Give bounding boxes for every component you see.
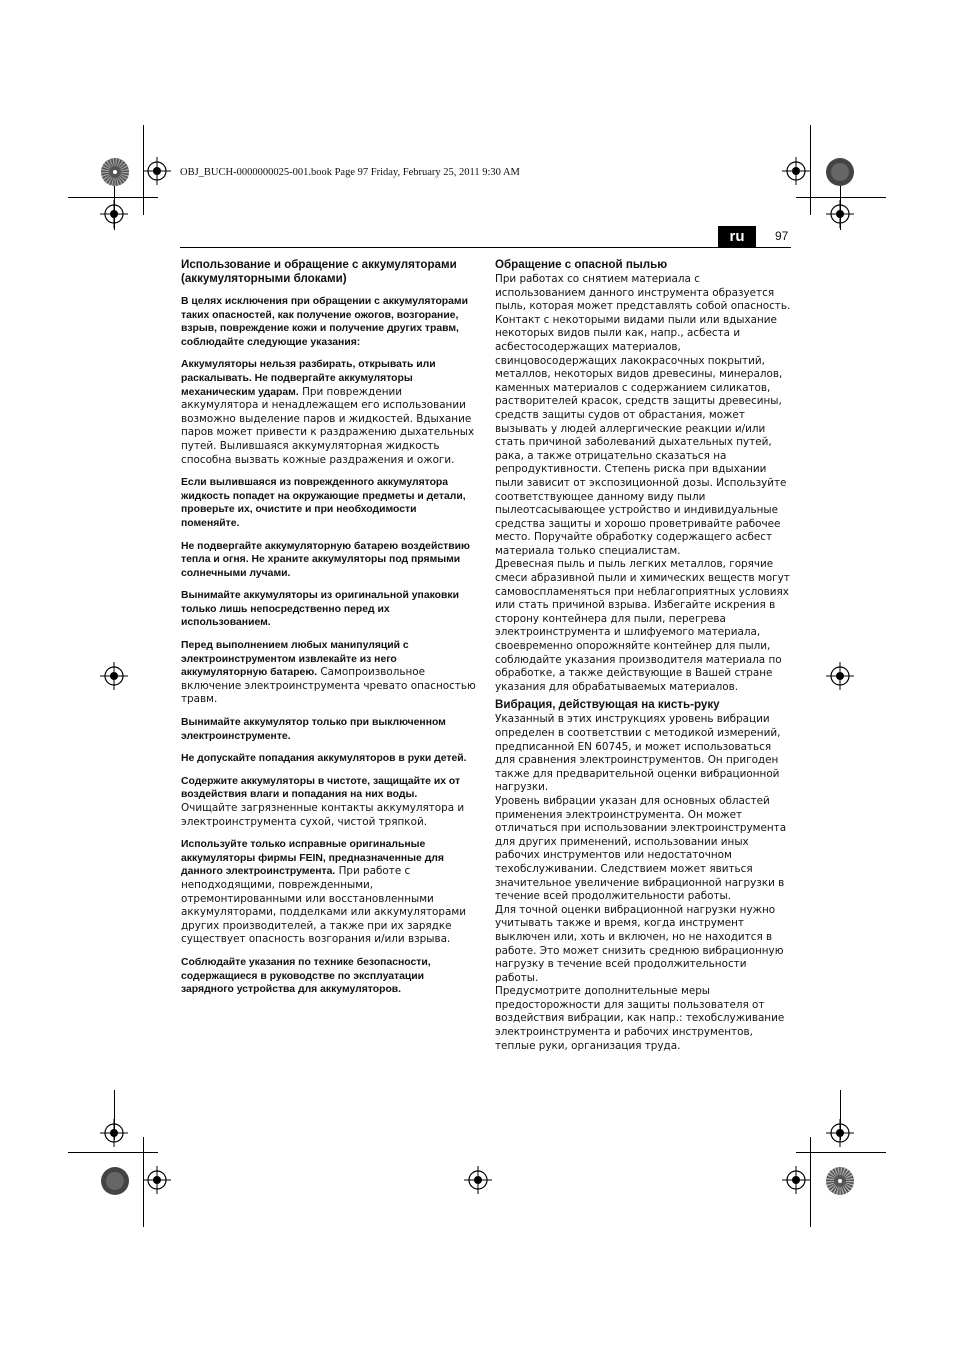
color-wheel-icon: [825, 157, 855, 187]
section-heading-dust: Обращение с опасной пылью: [495, 258, 668, 271]
registration-target-icon: [782, 1166, 810, 1194]
item-text: Очищайте загрязненные контакты аккумулятора и электроинструмента сухой, чистой тряпкой.: [181, 802, 465, 828]
starburst-wheel-icon: [100, 157, 130, 187]
registration-target-icon: [100, 200, 128, 228]
paragraph: Предусмотрите дополнительные меры предосторожности для защиты пользователя от воздействия вибрации, как напр.: техобслуживание электроинструмента и рабочих инструментов, теплые руки, организация труда.: [495, 985, 785, 1052]
header-rule: [180, 247, 791, 248]
registration-target-icon: [143, 157, 171, 185]
item-bold: Вынимайте аккумулятор только при выключенном электроинструменте.: [181, 717, 446, 742]
print-header: OBJ_BUCH-0000000025-001.book Page 97 Friday, February 25, 2011 9:30 AM: [180, 167, 520, 178]
paragraph: При работах со снятием материала с использованием данного инструмента образуется пыль, которая может представлять собой опасность.: [495, 273, 791, 313]
page-number: 97: [775, 229, 789, 243]
paragraph: Для точной оценки вибрационной нагрузки нужно учитывать также и время, когда инструмент выключен или, хоть и включен, но не находится в работе. Это может снизить среднюю вибрационную нагрузку в течение всей продолжительности работы.: [495, 903, 784, 984]
language-badge: ru: [718, 226, 756, 247]
registration-target-icon: [782, 157, 810, 185]
paragraph: Контакт с некоторыми видами пыли или вдыхание некоторых видов пыли как, напр., асбеста и асбестосодержащих материалов, свинцовосодержащих лакокрасочных покрытий, металлов, некоторых видов древесины, минералов, каменных материалов с содержанием силикатов, растворителей красок, средств защиты древесины, средств защиты судов от обрастания, может вызывать у людей аллергические реакции и/или стать причиной заболеваний дыхательных путей, рака, а также отрицательно сказаться на репродуктивности. Степень риска при вдыхании пыли зависит от экспозиционной дозы. Используйте соответствующее данному виду пыли пылеотсасывающее устройство и индивидуальные средства защиты и хорошо проветривайте рабочее место. Поручайте обработку содержащего асбест материала только специалистам.: [495, 313, 787, 557]
registration-target-icon: [464, 1166, 492, 1194]
right-column: [495, 258, 791, 1053]
registration-target-icon: [826, 662, 854, 690]
list-item: [181, 476, 476, 530]
list-item: [181, 540, 476, 581]
paragraph: Уровень вибрации указан для основных областей применения электроинструмента. Он может отличаться при использовании электроинструмента для других применений, использовании иных рабочих инструментов или недостаточном техобслуживании. Следствием может явиться значительное увеличение вибрационной нагрузки в течение всей продолжительности работы.: [495, 794, 787, 903]
list-item: [181, 775, 476, 829]
list-item: [181, 716, 476, 743]
item-text: При работе с неподходящими, поврежденными, отремонтированными или восстановленными аккумуляторами, подделками или аккумуляторами других производителей, а также при их зарядке существует опасность возгорания и/или взрыва.: [181, 865, 466, 946]
registration-target-icon: [826, 1119, 854, 1147]
paragraph: Указанный в этих инструкциях уровень вибрации определен в соответствии с методикой измерений, предписанной EN 60745, и может использоваться для сравнения электроинструментов. Он пригоден также для предварительной оценки вибрационной нагрузки.: [495, 713, 781, 794]
paragraph: Древесная пыль и пыль легких металлов, горячие смеси абразивной пыли и химических веществ могут самовоспламеняться при неблагоприятных условиях или стать причиной взрыва. Избегайте искрения в сторону контейнера для пыли, перегрева электроинструмента и шлифуемого материала, своевременно опорожняйте контейнер для пыли, соблюдайте указания производителя материала по обработке, а также действующие в Вашей стране указания для обрабатываемых материалов.: [495, 558, 790, 693]
item-bold: Не допускайте попадания аккумуляторов в руки детей.: [181, 753, 467, 765]
item-bold: Соблюдайте указания по технике безопасности, содержащиеся в руководстве по эксплуатации зарядного устройства для аккумуляторов.: [181, 956, 431, 996]
section-heading-vibration: Вибрация, действующая на кисть-руку: [495, 698, 720, 712]
item-bold: Не подвергайте аккумуляторную батарею воздействию тепла и огня. Не храните аккумуляторы под прямыми солнечными лучами.: [181, 540, 470, 579]
item-text: При повреждении аккумулятора и ненадлежащем его использовании возможно выделение паров и жидкостей. Вдыхание паров может привести к раздражению дыхательных путей. Вылившаяся аккумуляторная жидкость способна вызвать кожные раздражения и ожоги.: [181, 385, 475, 466]
registration-target-icon: [100, 1119, 128, 1147]
registration-target-icon: [143, 1166, 171, 1194]
item-bold: Аккумуляторы нельзя разбирать, открывать или раскалывать. Не подвергайте аккумуляторы механическим ударам.: [181, 359, 436, 398]
item-bold: Вынимайте аккумуляторы из оригинальной упаковки только лишь непосредственно перед их использованием.: [181, 590, 459, 629]
list-item: [181, 589, 476, 630]
list-item: [181, 358, 476, 467]
registration-target-icon: [100, 662, 128, 690]
list-item: [181, 752, 476, 766]
item-bold: Используйте только исправные оригинальные аккумуляторы фирмы FEIN, предназначенные для данного электроинструмента.: [181, 839, 444, 878]
list-item: [181, 639, 476, 707]
list-item: [181, 838, 476, 947]
list-item: [181, 956, 476, 997]
color-wheel-icon: [100, 1166, 130, 1196]
starburst-wheel-icon: [825, 1166, 855, 1196]
intro-paragraph: В целях исключения при обращении с аккумуляторами таких опасностей, как получение ожогов, возгорание, взрыв, повреждение кожи и получение других травм, соблюдайте следующие указания:: [181, 296, 468, 348]
item-text: Самопроизвольное включение электроинструмента чревато опасностью травм.: [181, 666, 476, 706]
section-heading: Использование и обращение с аккумуляторами (аккумуляторными блоками): [181, 258, 457, 285]
left-column: [181, 258, 476, 1006]
registration-target-icon: [826, 200, 854, 228]
item-bold: Перед выполнением любых манипуляций с электроинструментом извлекайте из него аккумуляторную батарею.: [181, 640, 409, 679]
item-bold: Содержите аккумуляторы в чистоте, защищайте их от воздействия влаги и попадания на них воды.: [181, 775, 461, 801]
item-bold: Если вылившаяся из поврежденного аккумулятора жидкость попадет на окружающие предметы и детали, проверьте их, очистите и при необходимости поменяйте.: [181, 477, 466, 529]
